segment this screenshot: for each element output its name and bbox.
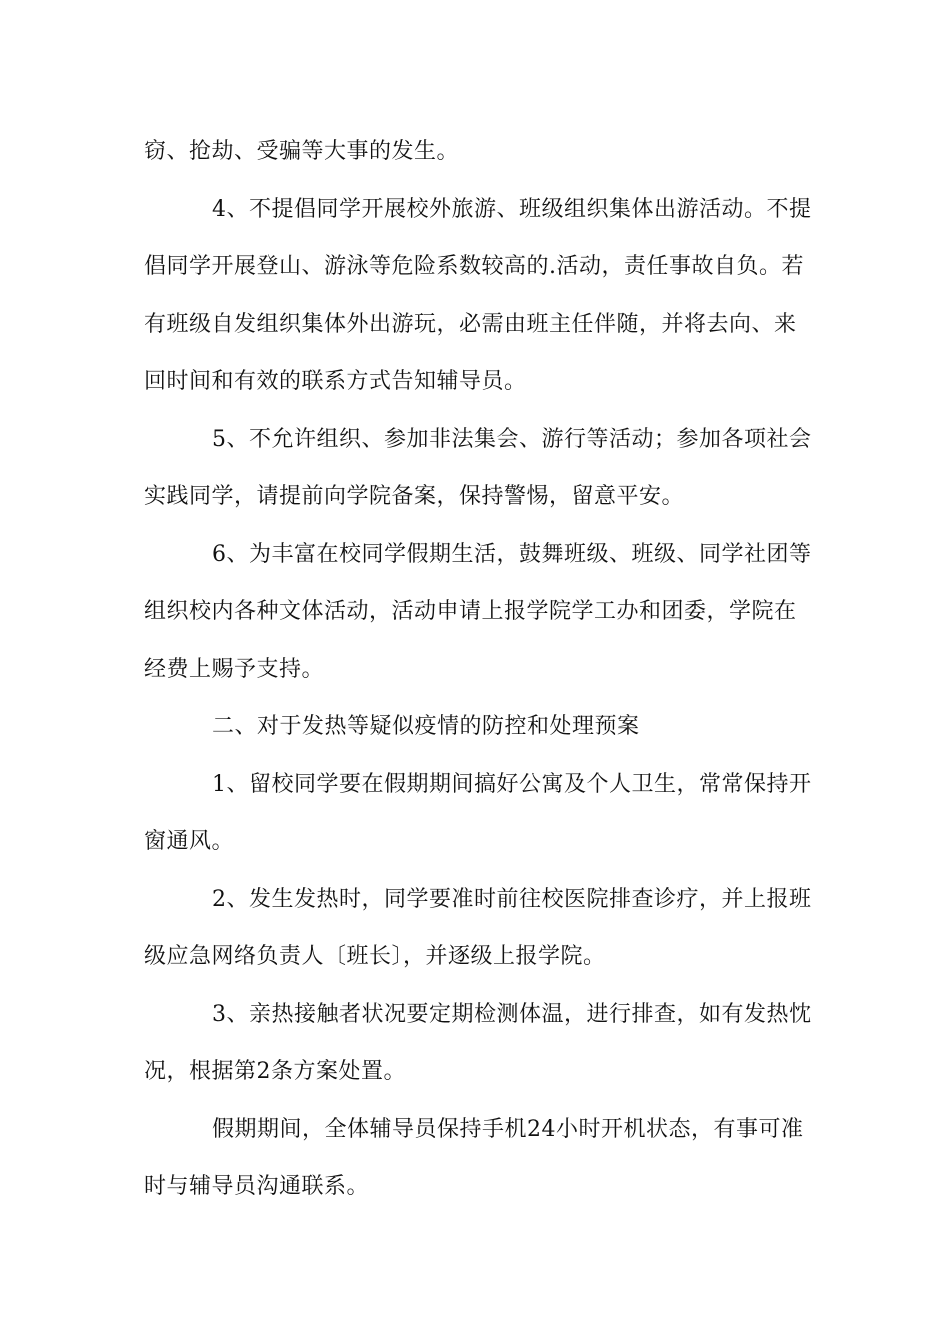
paragraph-line: 窃、抢劫、受骗等大事的发生。: [144, 139, 460, 164]
paragraph-line: 回时间和有效的联系方式告知辅导员。: [144, 369, 527, 394]
paragraph-line: 4、不提倡同学开展校外旅游、班级组织集体出游活动。不提: [212, 197, 812, 222]
paragraph-line: 2、发生发热时，同学要准时前往校医院排查诊疗，并上报班: [212, 887, 812, 912]
paragraph-line: 假期期间，全体辅导员保持手机24小时开机状态，有事可准: [212, 1117, 804, 1142]
paragraph-line: 1、留校同学要在假期期间搞好公寓及个人卫生，常常保持开: [212, 772, 812, 797]
paragraph-line: 经费上赐予支持。: [144, 657, 325, 682]
paragraph-line: 6、为丰富在校同学假期生活，鼓舞班级、班级、同学社团等: [212, 542, 812, 567]
paragraph-line: 况，根据第2条方案处置。: [144, 1059, 406, 1084]
paragraph-line: 级应急网络负责人〔班长〕，并逐级上报学院。: [144, 944, 606, 969]
paragraph-line: 有班级自发组织集体外出游玩，必需由班主任伴随，并将去向、来: [144, 312, 797, 337]
paragraph-line: 窗通风。: [144, 829, 235, 854]
section-heading: 二、对于发热等疑似疫情的防控和处理预案: [212, 714, 640, 739]
paragraph-line: 时与辅导员沟通联系。: [144, 1174, 370, 1199]
paragraph-line: 5、不允许组织、参加非法集会、游行等活动；参加各项社会: [212, 427, 812, 452]
paragraph-line: 3、亲热接触者状况要定期检测体温，进行排查，如有发热忱: [212, 1002, 812, 1027]
paragraph-line: 实践同学，请提前向学院备案，保持警惕，留意平安。: [144, 484, 685, 509]
paragraph-line: 倡同学开展登山、游泳等危险系数较高的.活动，责任事故自负。若: [144, 254, 804, 279]
paragraph-line: 组织校内各种文体活动，活动申请上报学院学工办和团委，学院在: [144, 599, 797, 624]
